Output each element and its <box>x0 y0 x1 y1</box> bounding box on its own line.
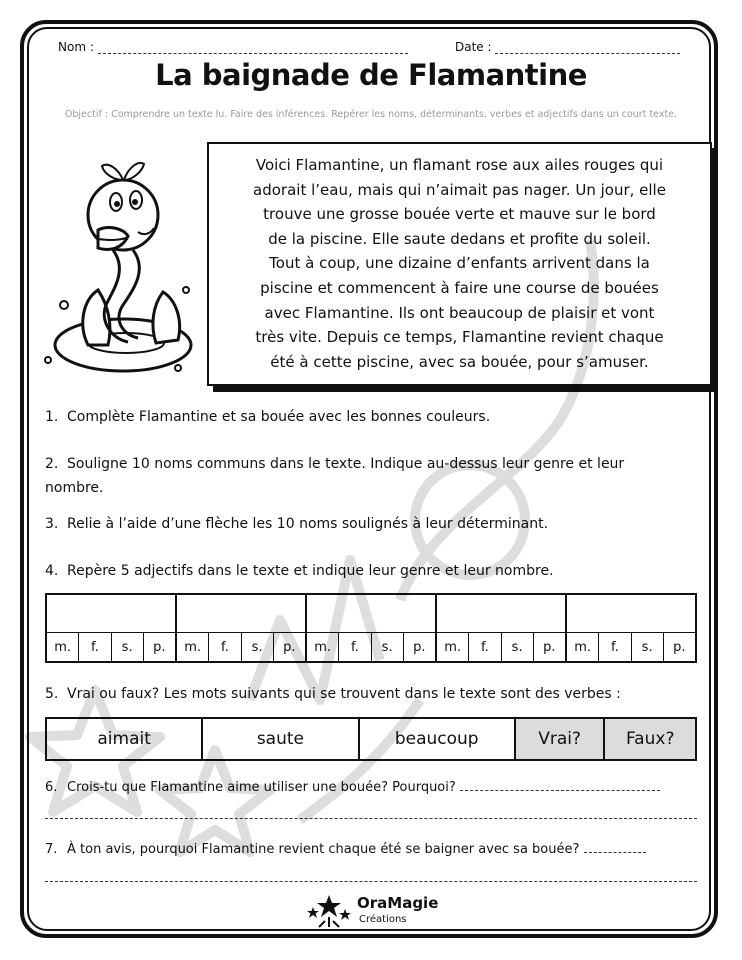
question-6 <box>45 776 700 800</box>
question-text: Souligne 10 noms communs dans le texte. Indique au-dessus leur genre et leur <box>67 456 625 472</box>
name-label: Nom : <box>58 40 94 54</box>
question-number: 5. <box>45 686 59 702</box>
adjective-group <box>307 595 437 661</box>
story-box <box>207 142 712 386</box>
question-text: Vrai ou faux? Les mots suivants qui se trouvent dans le texte sont des verbes : <box>67 686 621 702</box>
flamingo-illustration-icon <box>38 140 208 385</box>
option-masculine[interactable]: m. <box>307 633 339 661</box>
question-number: 4. <box>45 563 59 579</box>
date-field[interactable] <box>455 40 680 54</box>
page-title: La baignade de Flamantine <box>155 58 587 92</box>
option-plural[interactable]: p. <box>283 639 296 655</box>
story-line: Tout à coup, une dizaine d’enfants arrivent dans la <box>269 254 650 273</box>
name-field[interactable] <box>58 40 408 54</box>
story-line: de la piscine. Elle saute dedans et profite du soleil. <box>268 229 651 248</box>
option-masculine[interactable]: m. <box>567 633 599 661</box>
question-text: Complète Flamantine et sa bouée avec les bonnes couleurs. <box>67 409 491 425</box>
option-masculine[interactable]: m. <box>47 633 79 661</box>
adjective-write-cell[interactable] <box>307 595 435 633</box>
question-7 <box>45 838 700 862</box>
option-singular[interactable]: s. <box>112 633 144 661</box>
true-false-table <box>45 717 697 761</box>
option-singular[interactable]: s. <box>372 633 404 661</box>
date-label: Date : <box>455 40 492 54</box>
adjective-write-cell[interactable] <box>177 595 305 633</box>
option-feminine[interactable]: f. <box>599 633 631 661</box>
option-masculine[interactable]: m. <box>177 633 209 661</box>
question-1 <box>45 405 700 429</box>
question-number: 1. <box>45 409 59 425</box>
question-2 <box>45 452 700 500</box>
adjective-write-cell[interactable] <box>437 595 565 633</box>
option-singular[interactable]: s. <box>632 633 664 661</box>
story-line: avec Flamantine. Ils ont beaucoup de plaisir et vont <box>264 303 655 322</box>
word-cell: aimait <box>47 719 203 759</box>
option-feminine[interactable]: f. <box>79 633 111 661</box>
adjective-group <box>47 595 177 661</box>
adjective-write-cell[interactable] <box>567 595 695 633</box>
question-4 <box>45 559 700 583</box>
answer-line[interactable] <box>584 840 646 853</box>
question-text: Repère 5 adjectifs dans le texte et indique leur genre et leur nombre. <box>67 563 554 579</box>
adjective-group <box>567 595 695 661</box>
option-masculine[interactable]: m. <box>437 633 469 661</box>
option-feminine[interactable]: f. <box>469 633 501 661</box>
question-3 <box>45 512 700 536</box>
answer-line[interactable] <box>460 778 660 791</box>
story-line: été à cette piscine, avec sa bouée, pour s’amuser. <box>270 352 649 371</box>
question-text-continued: nombre. <box>45 480 104 496</box>
story-line: adorait l’eau, mais qui n’aimait pas nager. Un jour, elle <box>253 180 666 199</box>
question-text: Relie à l’aide d’une flèche les 10 noms soulignés à leur déterminant. <box>67 516 549 532</box>
story-line: piscine et commencent à faire une course de bouées <box>260 278 659 297</box>
false-choice[interactable]: Faux? <box>605 719 695 759</box>
story-line: très vite. Depuis ce temps, Flamantine revient chaque <box>255 328 664 347</box>
option-plural[interactable]: p. <box>153 639 166 655</box>
adjective-group <box>177 595 307 661</box>
option-plural[interactable]: p. <box>413 639 426 655</box>
option-singular[interactable]: s. <box>242 633 274 661</box>
option-feminine[interactable]: f. <box>209 633 241 661</box>
question-text: À ton avis, pourquoi Flamantine revient chaque été se baigner avec sa bouée? <box>67 842 580 857</box>
question-number: 2. <box>45 456 59 472</box>
story-line: Voici Flamantine, un flamant rose aux ailes rouges qui <box>255 156 664 174</box>
story-line: trouve une grosse bouée verte et mauve sur le bord <box>263 205 656 224</box>
stars-burst-icon <box>305 893 353 929</box>
answer-line[interactable] <box>45 818 697 819</box>
option-plural[interactable]: p. <box>673 639 686 655</box>
question-5 <box>45 682 700 706</box>
brand-logo <box>305 893 445 929</box>
question-text: Crois-tu que Flamantine aime utiliser une bouée? Pourquoi? <box>67 780 456 795</box>
answer-line[interactable] <box>45 881 697 882</box>
option-plural[interactable]: p. <box>543 639 556 655</box>
option-feminine[interactable]: f. <box>339 633 371 661</box>
option-singular[interactable]: s. <box>502 633 534 661</box>
logo-subtitle: Créations <box>359 914 407 925</box>
question-number: 7. <box>45 842 58 857</box>
question-number: 6. <box>45 780 58 795</box>
word-cell: beaucoup <box>360 719 516 759</box>
adjective-group <box>437 595 567 661</box>
objective-text: Objectif : Comprendre un texte lu. Faire des inférences. Repérer les noms, déterminants, verbes et adjectifs dans un court texte. <box>64 109 678 120</box>
logo-name: OraMagie <box>357 894 439 912</box>
adjective-write-cell[interactable] <box>47 595 175 633</box>
word-cell: saute <box>203 719 359 759</box>
name-line[interactable] <box>98 41 408 54</box>
question-number: 3. <box>45 516 59 532</box>
true-choice[interactable]: Vrai? <box>516 719 606 759</box>
adjective-table <box>45 593 697 663</box>
date-line[interactable] <box>495 41 680 54</box>
